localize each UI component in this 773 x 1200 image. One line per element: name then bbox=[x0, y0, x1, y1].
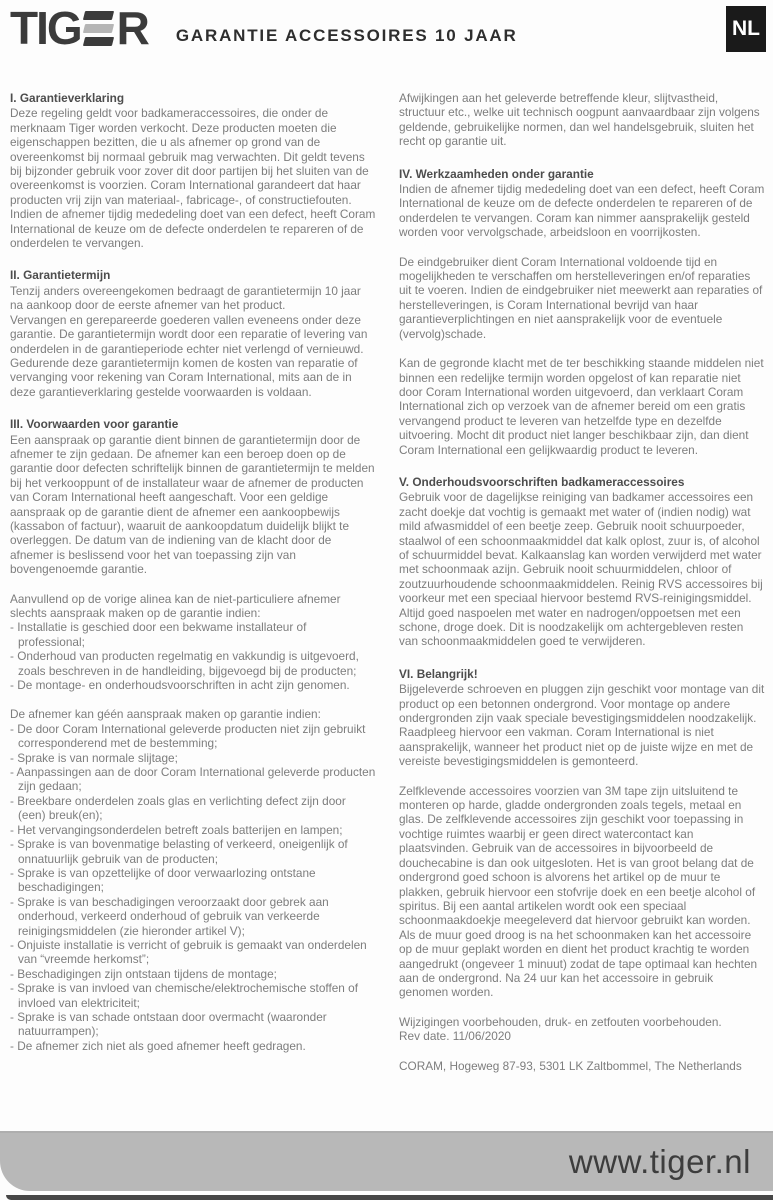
paragraph bbox=[399, 255, 765, 341]
paragraph-line: Gedurende deze garantietermijn komen de kosten van reparatie of vervanging voor rekening van Coram International, mits aan de in deze garantieverklaring gestelde voorwaarden is voldaan. bbox=[10, 355, 358, 399]
website-url: www.tiger.nl bbox=[568, 1143, 751, 1180]
paragraph-line: De eindgebruiker dient Coram International voldoende tijd en mogelijkheden te verschaffen om herstelleveringen en/of reparaties uit te voeren. Indien de eindgebruiker niet meewerkt aan reparaties of herstelleveringen, is Coram International bevrijd van haar garantieverplichtingen en niet aansprakelijk voor de eventuele (vervolg)schade. bbox=[399, 254, 763, 341]
paragraph-line: CORAM, Hogeweg 87-93, 5301 LK Zaltbommel, The Netherlands bbox=[399, 1058, 742, 1073]
paragraph-line: Afwijkingen aan het geleverde betreffende kleur, slijtvastheid, structuur etc., welke uit technisch oogpunt aanvaardbaar zijn volgens geldende, gebruikelijke normen, dan wel handelsgebruik, sluiten het recht op garantie uit. bbox=[399, 91, 760, 149]
paragraph-line: Een aanspraak op garantie dient binnen de garantietermijn door de afnemer te zijn gedaan. De afnemer kan een beroep doen op de garantie door defecten schriftelijk binnen de garantietermijn te melden bij het verkooppunt of de installateur waar de afnemer de producten van Coram International heeft aangeschaft. Voor een geldige aanspraak op de garantie dient de afnemer een aankoopbewijs (kassabon of factuur), waaruit de aankoopdatum duidelijk blijkt te overleggen. De datum van de indiening van de klacht door de afnemer is beslissend voor het van toepassing zijn van bovengenoemde garantie. bbox=[10, 432, 375, 577]
paragraph bbox=[399, 784, 765, 1000]
section-heading: V. Onderhoudsvoorschriften badkameraccessoires bbox=[399, 474, 685, 489]
list-item: - De door Coram International geleverde producten niet zijn gebruikt corresponderend met de bestemming; bbox=[10, 721, 366, 751]
list-item: - Breekbare onderdelen zoals glas en verlichting defect zijn door (een) breuk(en); bbox=[10, 793, 346, 823]
list-item: - De montage- en onderhoudsvoorschriften in acht zijn genomen. bbox=[10, 678, 350, 693]
logo-e-bars-icon bbox=[84, 9, 113, 48]
list-item: - Sprake is van opzettelijke of door verwaarlozing ontstane beschadigingen; bbox=[10, 865, 316, 895]
paragraph-line: Bijgeleverde schroeven en pluggen zijn geschikt voor montage van dit product op een betonnen ondergrond. Voor montage op andere ondergronden zijn vaak speciale bevestigingsmiddelen noodzakelijk. Raadpleeg hiervoor een vakman. Coram International is niet aansprakelijk, wanneer het product niet op de juiste wijze en met de vereiste bevestigingsmiddelen is gemonteerd. bbox=[399, 682, 765, 769]
section-heading: II. Garantietermijn bbox=[10, 268, 111, 283]
list bbox=[10, 707, 376, 1053]
list-intro: De afnemer kan géén aanspraak maken op garantie indien: bbox=[10, 707, 321, 722]
paragraph bbox=[10, 433, 376, 577]
section-heading: VI. Belangrijk! bbox=[399, 666, 478, 681]
logo-text-left: TIG bbox=[10, 2, 81, 54]
logo-text-right: R bbox=[116, 2, 148, 54]
list-item: - Sprake is van invloed van chemische/elektrochemische stoffen of invloed van elektriciteit; bbox=[10, 981, 358, 1010]
section-heading: IV. Werkzaamheden onder garantie bbox=[399, 166, 594, 181]
language-badge: NL bbox=[726, 6, 766, 52]
paragraph-line: Deze regeling geldt voor badkameraccessoires, die onder de merknaam Tiger worden verkocht. Deze producten moeten die eigenschappen bezitten, die u als afnemer op grond van de overeenkomst bij normaal gebruik mag verwachten. Dit geldt tevens bij bijzonder gebruik voor zover dit door partijen bij het sluiten van de overeenkomst is voorzien. Coram International garandeert dat haar producten vrij zijn van materiaal-, fabricage-, of constructiefouten. Indien de afnemer tijdig mededeling doet van een defect, heeft Coram International de keuze om de defecte onderdelen te repareren of de onderdelen te vervangen. bbox=[10, 106, 376, 251]
logo-e-bar-top bbox=[83, 11, 114, 20]
paragraph-line: Kan de gegronde klacht met de ter beschikking staande middelen niet binnen een redelijke termijn worden opgelost of kan reparatie niet door Coram International worden uitgevoerd, dan verklaart Coram International zich op verzoek van de afnemer bereid om een gratis vervangend product te leveren van hetzelfde type en dezelfde uitvoering. Mocht dit product niet langer beschikbaar zijn, dan dient Coram International een gelijkwaardig product te leveren. bbox=[399, 356, 764, 457]
paragraph bbox=[399, 91, 765, 149]
list-item: - Het vervangingsonderdelen betreft zoals batterijen en lampen; bbox=[10, 822, 343, 837]
paragraph-line: Vervangen en gerepareerde goederen vallen eveneens onder deze garantie. De garantietermijn wordt door een reparatie of levering van onderdelen in de garantieperiode echter niet verlengd of vernieuwd. bbox=[10, 312, 368, 356]
list-item: - Onderhoud van producten regelmatig en vakkundig is uitgevoerd, zoals beschreven in de handleiding, bijgevoegd bij de producten; bbox=[10, 649, 359, 678]
paragraph bbox=[10, 106, 376, 250]
list-item: - Installatie is geschied door een bekwame installateur of professional; bbox=[10, 620, 307, 649]
list-item: - Beschadigingen zijn ontstaan tijdens de montage; bbox=[10, 966, 277, 981]
list-item: - Sprake is van beschadigingen veroorzaakt door gebrek aan onderhoud, verkeerd onderhoud of gebruik van verkeerde reinigingsmiddelen (zie hieronder artikel V); bbox=[10, 894, 329, 938]
right-column bbox=[399, 91, 765, 1073]
paragraph-line: Rev date. 11/06/2020 bbox=[399, 1029, 511, 1044]
page-edge-shadow bbox=[6, 1195, 773, 1200]
paragraph bbox=[399, 1015, 765, 1044]
paragraph bbox=[399, 490, 765, 648]
document-body bbox=[0, 91, 773, 1073]
list-intro: Aanvullend op de vorige alinea kan de niet-particuliere afnemer slechts aanspraak maken op de garantie indien: bbox=[10, 591, 341, 620]
list-item: - Sprake is van schade ontstaan door overmacht (waaronder natuurrampen); bbox=[10, 1009, 327, 1039]
paragraph-line: Tenzij anders overeengekomen bedraagt de garantietermijn 10 jaar na aankoop door de eerste afnemer van het product. bbox=[10, 283, 361, 313]
paragraph bbox=[399, 1059, 765, 1073]
left-column bbox=[10, 91, 376, 1073]
paragraph bbox=[399, 682, 765, 768]
paragraph bbox=[10, 284, 376, 399]
paragraph-line: Wijzigingen voorbehouden, druk- en zetfouten voorbehouden. bbox=[399, 1014, 722, 1029]
section-heading: I. Garantieverklaring bbox=[10, 91, 125, 105]
logo-e-bar-bottom bbox=[83, 37, 114, 46]
list-item: - De afnemer zich niet als goed afnemer heeft gedragen. bbox=[10, 1038, 306, 1053]
paragraph-line: Indien de afnemer tijdig mededeling doet van een defect, heeft Coram International de keuze om de defecte onderdelen te repareren of de onderdelen te vervangen. Coram kan nimmer aansprakelijk gesteld worden voor vervolgschade, arbeidsloon en voorrijkosten. bbox=[399, 182, 765, 240]
page-title: GARANTIE ACCESSOIRES 10 JAAR bbox=[175, 26, 518, 45]
paragraph bbox=[399, 356, 765, 457]
list-item: - Aanpassingen aan de door Coram International geleverde producten zijn gedaan; bbox=[10, 765, 376, 794]
paragraph-line: Zelfklevende accessoires voorzien van 3M tape zijn uitsluitend te monteren op harde, gladde ondergronden zoals tegels, metaal en glas. De zelfklevende accessoires zijn geschikt voor toepassing in vochtige ruimtes waarbij er geen direct watercontact kan plaatsvinden. Gebruik van de accessoires in bijvoorbeeld de douchecabine is dan ook uitgesloten. Het is van groot belang dat de ondergrond goed schoon is alvorens het artikel op de muur te plakken, gebruik hiervoor een stofvrije doek en een beetje alcohol of spiritus. Bij een aantal artikelen wordt ook een speciaal schoonmaakdoekje meegeleverd dat hiervoor gebruikt kan worden. Als de muur goed droog is na het schoonmaken kan het accessoire op de muur geplakt worden en dient het product krachtig te worden aangedrukt (ongeveer 1 minuut) zodat de tape optimaal kan hechten aan de ondergrond. Na 24 uur kan het accessoire in gebruik genomen worden. bbox=[399, 783, 758, 1000]
list-item: - Sprake is van bovenmatige belasting of verkeerd, oneigenlijk of onnatuurlijk gebruik van de producten; bbox=[10, 837, 348, 866]
footer-bar bbox=[0, 1131, 773, 1191]
list-item: - Sprake is van normale slijtage; bbox=[10, 750, 178, 765]
list bbox=[10, 592, 376, 693]
list-item: - Onjuiste installatie is verricht of gebruik is gemaakt van onderdelen van “vreemde herkomst”; bbox=[10, 937, 367, 967]
logo-e-bar-middle bbox=[83, 24, 114, 33]
document-header bbox=[0, 0, 773, 58]
tiger-logo bbox=[10, 2, 148, 54]
section-heading: III. Voorwaarden voor garantie bbox=[10, 417, 179, 432]
paragraph bbox=[399, 182, 765, 240]
paragraph-line: Gebruik voor de dagelijkse reiniging van badkamer accessoires een zacht doekje dat vochtig is gemaakt met water of (indien nodig) wat mild afwasmiddel of een beetje zeep. Gebruik nooit schuurpoeder, staalwol of een schoonmaakmiddel dat kalk oplost, zuur is, of alcohol of schuurmiddel bevat. Kalkaanslag kan worden verwijderd met water met schoonmaak azijn. Gebruik nooit schuurmiddelen, chloor of zoutzuurhoudende schoonmaakmiddelen. Reinig RVS accessoires bij voorkeur met een speciaal hiervoor bestemd RVS-reinigingsmiddel. Altijd goed naspoelen met water en nadrogen/oppoetsen met een schone, droge doek. Dit is noodzakelijk om achtergebleven resten van schoonmaakmiddelen goed te verwijderen. bbox=[399, 490, 763, 649]
